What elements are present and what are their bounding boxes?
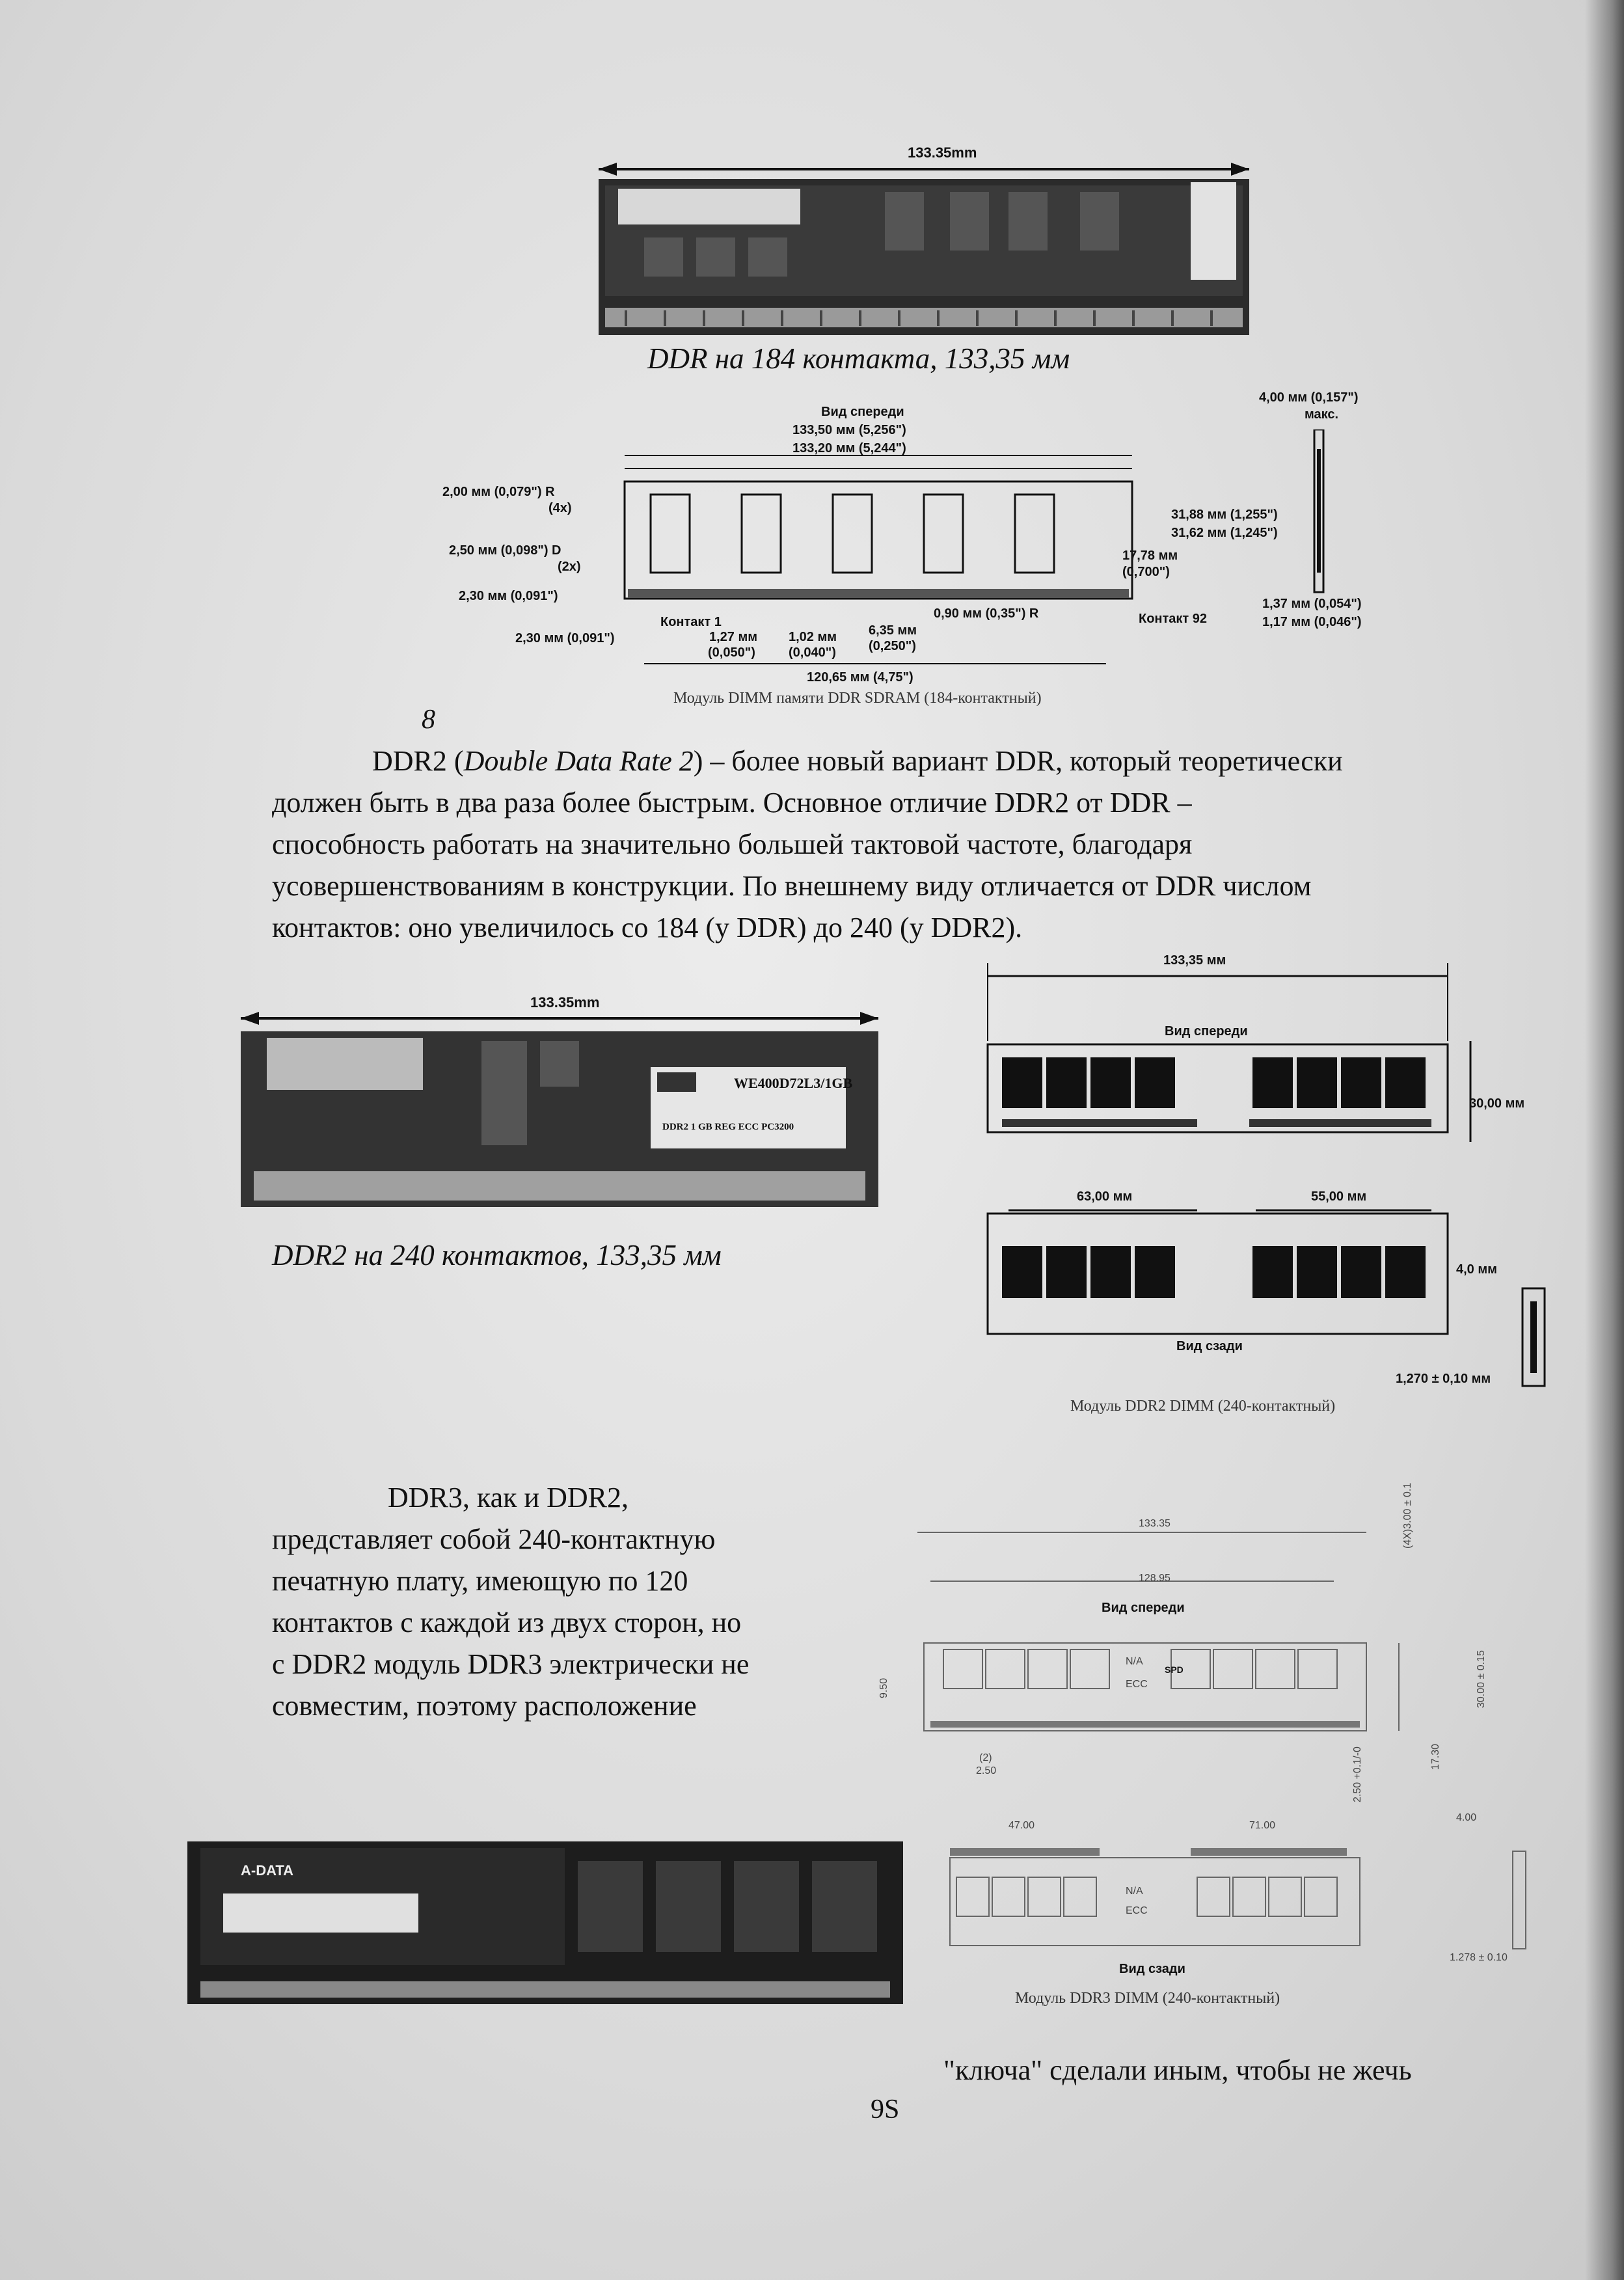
ddr2-paragraph-first-line bbox=[372, 740, 1543, 782]
ddr2-line: контактов: оно увеличилось со 184 (у DDR) до 240 (у DDR2). bbox=[272, 912, 1023, 943]
ddr2-front-view-label: Вид спереди bbox=[1165, 1024, 1248, 1038]
ddr2-label-spec: DDR2 1 GB REG ECC PC3200 bbox=[662, 1122, 794, 1132]
ddr2-label-part: WE400D72L3/1GB bbox=[734, 1075, 853, 1091]
ddr-photo-length: 133.35mm bbox=[908, 144, 977, 161]
ddr2-height: 30,00 мм bbox=[1469, 1096, 1525, 1111]
ddr3-line: DDR3, как и DDR2, bbox=[388, 1482, 629, 1513]
ddr-key-radius: 0,90 мм (0,35") R bbox=[934, 606, 1039, 621]
ddr2-photo-length: 133.35mm bbox=[530, 994, 600, 1011]
ddr3-back-left-length: 47.00 bbox=[1008, 1820, 1035, 1831]
ddr3-line: контактов с каждой из двух сторон, но bbox=[272, 1607, 742, 1638]
ddr-height-1: 31,88 мм (1,255") bbox=[1171, 508, 1278, 522]
ddr-pcb-thickness-1: 1,37 мм (0,054") bbox=[1262, 597, 1362, 611]
ddr-corner-radius-count: (4x) bbox=[548, 501, 572, 515]
ddr-hole-diameter: 2,50 мм (0,098") D bbox=[449, 543, 562, 558]
ddr-corner-radius: 2,00 мм (0,079") R bbox=[442, 485, 555, 499]
ddr3-front-view-label: Вид спереди bbox=[1102, 1601, 1185, 1615]
ddr2-diagram-caption: Модуль DDR2 DIMM (240-контактный) bbox=[1070, 1398, 1336, 1415]
ddr3-back-right-length: 71.00 bbox=[1249, 1820, 1276, 1831]
ddr3-pcb-thickness: 1.278 ± 0.10 bbox=[1450, 1952, 1508, 1963]
ddr2-dimm-diagram bbox=[976, 950, 1581, 1399]
scan-shadow-edge bbox=[1585, 0, 1624, 2280]
ddr-pin-92-label: Контакт 92 bbox=[1139, 612, 1208, 626]
page-number-top: 8 bbox=[422, 705, 435, 735]
ddr3-left-offset: 9.50 bbox=[878, 1677, 889, 1698]
ddr2-right-length: 55,00 мм bbox=[1311, 1189, 1367, 1204]
ddr-pin-1-label: Контакт 1 bbox=[660, 615, 722, 629]
ddr3-line: с DDR2 модуль DDR3 электрически не bbox=[272, 1648, 750, 1680]
ddr2-thickness: 4,0 мм bbox=[1456, 1262, 1497, 1277]
ddr2-suffix: ) – более новый вариант DDR, который теоретически bbox=[693, 745, 1343, 777]
ddr3-paragraph bbox=[272, 1477, 858, 1727]
ddr-key-offset-in: (0,250") bbox=[869, 639, 916, 653]
ddr3-ecc-back: ECC bbox=[1126, 1905, 1148, 1916]
ddr-pin-span: 120,65 мм (4,75") bbox=[807, 670, 914, 685]
ddr3-module-photo bbox=[187, 1841, 916, 2011]
ddr2-pcb-thickness: 1,270 ± 0,10 мм bbox=[1396, 1372, 1491, 1386]
ddr2-left-length: 63,00 мм bbox=[1077, 1189, 1133, 1204]
ddr-thickness: 4,00 мм (0,157") bbox=[1259, 390, 1359, 405]
ddr3-notch-value: 2.50 bbox=[976, 1765, 997, 1776]
ddr-key-offset: 6,35 мм bbox=[869, 623, 917, 638]
ddr-module-photo bbox=[586, 140, 1275, 342]
ddr-length-2: 133,20 мм (5,244") bbox=[792, 441, 906, 455]
ddr2-photo-caption: DDR2 на 240 контактов, 133,35 мм bbox=[272, 1239, 722, 1271]
continuation-line: "ключа" сделали иным, чтобы не жечь bbox=[943, 2054, 1412, 2086]
ddr-edge-offset-2: 2,30 мм (0,091") bbox=[515, 631, 615, 645]
ddr3-length-inner: 128.95 bbox=[1139, 1573, 1171, 1584]
ddr-diagram-caption: Модуль DIMM памяти DDR SDRAM (184-контактный) bbox=[673, 690, 1042, 707]
ddr3-ecc-front: ECC bbox=[1126, 1679, 1148, 1690]
ddr2-back-view-label: Вид сзади bbox=[1176, 1339, 1243, 1353]
ddr2-paragraph-body bbox=[272, 782, 1508, 949]
ddr2-line: усовершенствованиям в конструкции. По внешнему виду отличается от DDR числом bbox=[272, 870, 1312, 902]
ddr2-module-photo bbox=[234, 989, 885, 1210]
ddr-key-height: 17,78 мм bbox=[1122, 549, 1178, 563]
ddr-length-1: 133,50 мм (5,256") bbox=[792, 423, 906, 437]
ddr3-brand-label: A-DATA bbox=[241, 1862, 294, 1879]
ddr3-na-back: N/A bbox=[1126, 1886, 1143, 1897]
page-number-bottom: 9S bbox=[871, 2095, 900, 2124]
ddr3-line: представляет собой 240-контактную bbox=[272, 1523, 716, 1555]
ddr2-expansion: Double Data Rate 2 bbox=[463, 745, 694, 777]
ddr-front-view-label: Вид спереди bbox=[821, 405, 904, 419]
ddr2-line: должен быть в два раза более быстрым. Основное отличие DDR2 от DDR – bbox=[272, 787, 1192, 819]
ddr3-spd-label: SPD bbox=[1165, 1664, 1184, 1675]
ddr3-na-front: N/A bbox=[1126, 1656, 1143, 1667]
ddr-pad-width: 1,02 мм bbox=[789, 630, 837, 644]
ddr3-key-height: 17.30 bbox=[1430, 1743, 1441, 1770]
ddr3-back-view-label: Вид сзади bbox=[1119, 1962, 1185, 1976]
ddr-thickness-max: макс. bbox=[1305, 407, 1339, 422]
ddr3-edge-tolerance: 2.50 +0.1/-0 bbox=[1352, 1746, 1363, 1802]
ddr-pad-width-in: (0,040") bbox=[789, 645, 836, 660]
ddr3-diagram-caption: Модуль DDR3 DIMM (240-контактный) bbox=[1015, 1990, 1280, 2007]
ddr-pin-pitch: 1,27 мм bbox=[709, 630, 758, 644]
ddr3-notch-count: (2) bbox=[979, 1752, 992, 1763]
ddr-hole-count: (2x) bbox=[558, 560, 581, 574]
ddr2-length: 133,35 мм bbox=[1163, 953, 1226, 968]
ddr-side-view bbox=[1308, 429, 1334, 599]
ddr3-line: совместим, поэтому расположение bbox=[272, 1690, 697, 1722]
ddr2-prefix: DDR2 ( bbox=[372, 745, 464, 777]
ddr3-hole-spec: (4X)3.00 ± 0.1 bbox=[1402, 1482, 1413, 1549]
ddr3-thickness: 4.00 bbox=[1456, 1812, 1477, 1823]
ddr2-line: способность работать на значительно большей тактовой частоте, благодаря bbox=[272, 828, 1193, 860]
ddr-key-height-in: (0,700") bbox=[1122, 565, 1170, 579]
ddr3-line: печатную плату, имеющую по 120 bbox=[272, 1565, 688, 1597]
ddr-edge-offset-1: 2,30 мм (0,091") bbox=[459, 589, 558, 603]
ddr-photo-caption: DDR на 184 контакта, 133,35 мм bbox=[647, 342, 1070, 375]
ddr-pin-pitch-in: (0,050") bbox=[708, 645, 755, 660]
ddr-height-2: 31,62 мм (1,245") bbox=[1171, 526, 1278, 540]
ddr-pcb-thickness-2: 1,17 мм (0,046") bbox=[1262, 615, 1362, 629]
ddr3-height: 30.00 ± 0.15 bbox=[1476, 1650, 1487, 1708]
ddr3-length-total: 133.35 bbox=[1139, 1518, 1171, 1529]
